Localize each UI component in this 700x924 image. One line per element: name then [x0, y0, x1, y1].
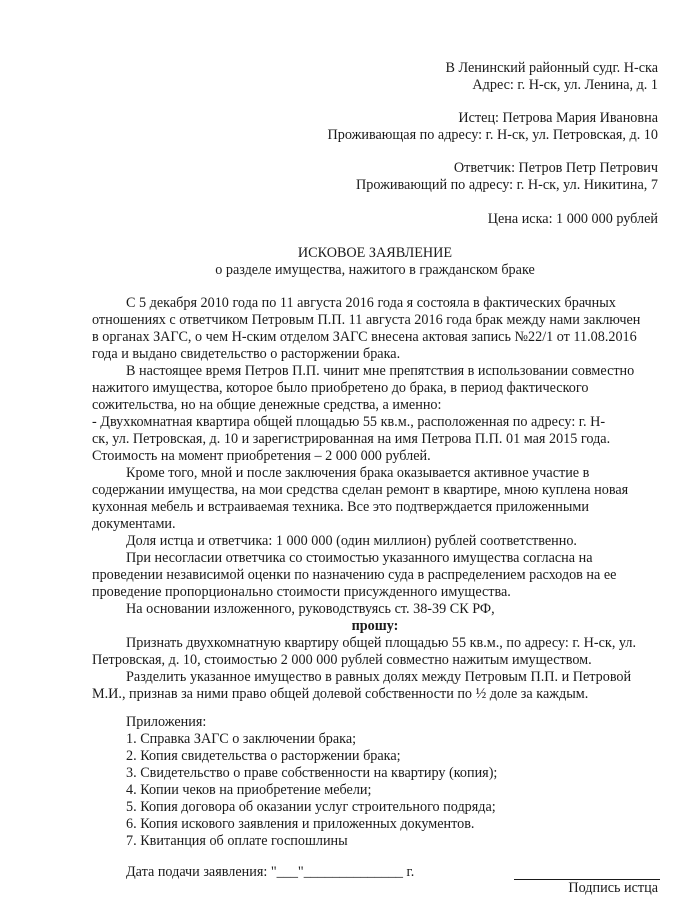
defendant-address: Проживающий по адресу: г. Н-ск, ул. Никитина, 7 — [356, 177, 658, 193]
p4-line2: содержании имущества, на мои средства сделан ремонт в квартире, мною куплена новая — [92, 482, 629, 498]
plaintiff-address: Проживающая по адресу: г. Н-ск, ул. Петровская, д. 10 — [327, 127, 658, 143]
attachments-heading: Приложения: — [126, 714, 207, 730]
p3-line3: Стоимость на момент приобретения – 2 000 000 рублей. — [92, 448, 431, 464]
filing-date: Дата подачи заявления: "___"______________ г. — [126, 864, 415, 880]
court-address: Адрес: г. Н-ск, ул. Ленина, д. 1 — [472, 77, 658, 93]
defendant-name: Ответчик: Петров Петр Петрович — [453, 160, 658, 176]
plaintiff-name: Истец: Петрова Мария Ивановна — [458, 110, 658, 126]
signature-label: Подпись истца — [568, 880, 658, 896]
attachment-item: 4. Копии чеков на приобретение мебели; — [126, 782, 372, 798]
p4-line3: кухонная мебель и встраиваемая техника. Все это подтверждается приложенными — [92, 499, 589, 515]
request-heading: прошу: — [351, 618, 399, 634]
p8-line1: Признать двухкомнатную квартиру общей площадью 55 кв.м., по адресу: г. Н-ск, ул. — [126, 635, 637, 651]
p9-line2: М.И., признав за ними право общей долевой собственности по ½ доле за каждым. — [92, 686, 589, 702]
claim-price: Цена иска: 1 000 000 рублей — [487, 211, 658, 227]
attachment-item: 5. Копия договора об оказании услуг строительного подряда; — [126, 799, 496, 815]
attachment-item: 3. Свидетельство о праве собственности на квартиру (копия); — [126, 765, 498, 781]
p1-line2: отношениях с ответчиком Петровым П.П. 11 августа 2016 года брак между нами заключен — [92, 312, 641, 328]
p1-line4: года и выдано свидетельство о расторжении брака. — [92, 346, 401, 362]
court-name: В Ленинский районный судг. Н-ска — [445, 60, 658, 76]
document-title: ИСКОВОЕ ЗАЯВЛЕНИЕ — [297, 245, 453, 261]
p1-line3: в органах ЗАГС, о чем Н-ским отделом ЗАГС внесена актовая запись №22/1 от 11.08.2016 — [92, 329, 637, 345]
p6-line2: проведении независимой оценки по назначению суда в распределением расходов на ее — [92, 567, 617, 583]
p3-line2: ск, ул. Петровская, д. 10 и зарегистрированная на имя Петрова П.П. 01 мая 2015 года. — [92, 431, 611, 447]
attachment-item: 6. Копия искового заявления и приложенных документов. — [126, 816, 475, 832]
p2-line1: В настоящее время Петров П.П. чинит мне препятствия в использовании совместно — [126, 363, 635, 379]
attachment-item: 1. Справка ЗАГС о заключении брака; — [126, 731, 357, 747]
p4-line4: документами. — [92, 516, 176, 532]
p4-line1: Кроме того, мной и после заключения брака оказывается активное участие в — [126, 465, 590, 481]
document-subtitle: о разделе имущества, нажитого в гражданском браке — [215, 262, 535, 278]
p1-line1: С 5 декабря 2010 года по 11 августа 2016 года я состояла в фактических брачных — [126, 295, 616, 311]
p6-line3: проведение пропорционально стоимости присужденного имущества. — [92, 584, 511, 600]
p6-line1: При несогласии ответчика со стоимостью указанного имущества согласна на — [126, 550, 593, 566]
p7-line1: На основании изложенного, руководствуясь ст. 38-39 СК РФ, — [126, 601, 495, 617]
p2-line3: сожительства, но на общие денежные средства, а именно: — [92, 397, 442, 413]
p3-line1: - Двухкомнатная квартира общей площадью 55 кв.м., расположенная по адресу: г. Н- — [92, 414, 606, 430]
attachment-item: 7. Квитанция об оплате госпошлины — [126, 833, 348, 849]
p2-line2: нажитого имущества, которое было приобретено до брака, в период фактического — [92, 380, 589, 396]
p5-line1: Доля истца и ответчика: 1 000 000 (один миллион) рублей соответственно. — [126, 533, 577, 549]
p9-line1: Разделить указанное имущество в равных долях между Петровым П.П. и Петровой — [126, 669, 632, 685]
p8-line2: Петровская, д. 10, стоимостью 2 000 000 рублей совместно нажитым имуществом. — [92, 652, 592, 668]
attachment-item: 2. Копия свидетельства о расторжении брака; — [126, 748, 401, 764]
